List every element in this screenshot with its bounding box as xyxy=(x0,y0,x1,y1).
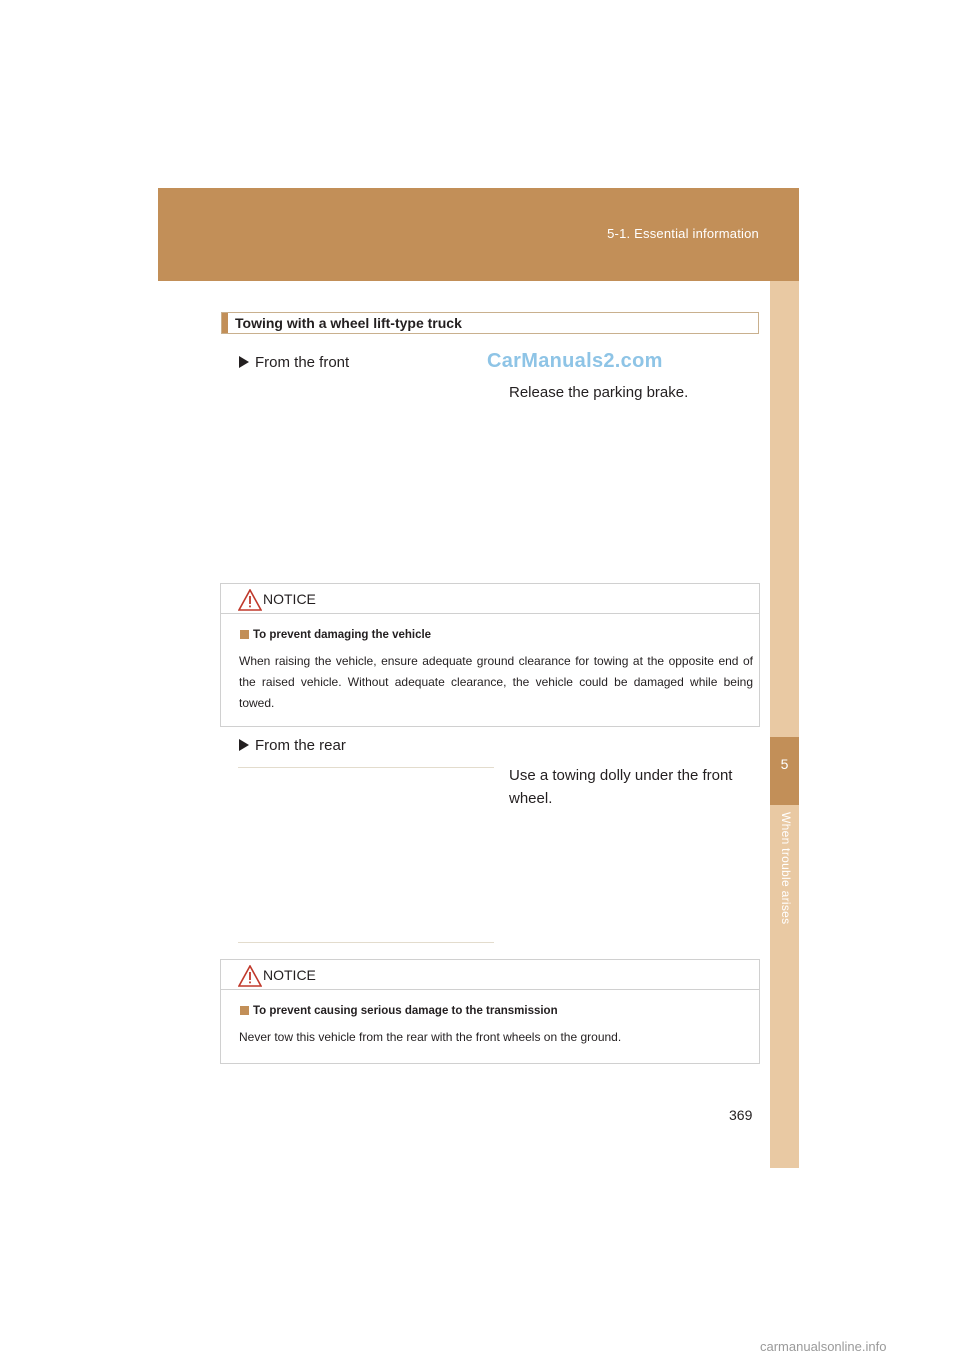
side-strip xyxy=(770,281,799,1168)
square-bullet-icon xyxy=(240,630,249,639)
section-heading xyxy=(221,312,759,334)
section-title: Towing with a wheel lift-type truck xyxy=(235,315,462,331)
triangle-bullet-icon xyxy=(239,356,249,368)
page-number: 369 xyxy=(729,1107,753,1123)
heading-accent-bar xyxy=(222,313,228,333)
front-label: From the front xyxy=(255,354,350,371)
warning-triangle-icon xyxy=(238,965,262,987)
illustration-top-rule xyxy=(238,767,494,768)
chapter-number: 5 xyxy=(780,756,789,772)
front-heading xyxy=(239,354,349,371)
notice-body: Never tow this vehicle from the rear with the front wheels on the ground. xyxy=(239,1030,622,1044)
notice-subtitle xyxy=(240,629,431,641)
rear-instruction: Use a towing dolly under the front wheel. xyxy=(509,767,733,807)
illustration-bottom-rule xyxy=(238,942,494,943)
notice-body: When raising the vehicle, ensure adequate ground clearance for towing at the opposite end of the raised vehicle. Without adequate clearance, the vehicle could be damaged while being towed. xyxy=(239,654,753,710)
notice-box-2 xyxy=(220,959,760,1064)
notice-header xyxy=(221,960,759,990)
chapter-title: When trouble arises xyxy=(779,812,793,925)
header-band xyxy=(158,188,799,281)
notice-header xyxy=(221,584,759,614)
watermark-text: CarManuals2.com xyxy=(487,350,663,372)
triangle-bullet-icon xyxy=(239,739,249,751)
notice-subtitle-text: To prevent damaging the vehicle xyxy=(253,629,432,641)
chapter-tab xyxy=(770,737,799,805)
notice-label: NOTICE xyxy=(263,967,316,983)
rear-heading xyxy=(239,737,346,754)
notice-box-1 xyxy=(220,583,760,727)
square-bullet-icon xyxy=(240,1006,249,1015)
notice-subtitle-text: To prevent causing serious damage to the transmission xyxy=(253,1005,558,1017)
notice-label: NOTICE xyxy=(263,591,316,607)
warning-triangle-icon xyxy=(238,589,262,611)
rear-label: From the rear xyxy=(255,737,346,754)
front-instruction: Release the parking brake. xyxy=(509,384,689,401)
notice-subtitle xyxy=(240,1005,558,1017)
footer-watermark: carmanualsonline.info xyxy=(760,1339,887,1354)
section-breadcrumb: 5-1. Essential information xyxy=(607,226,759,241)
